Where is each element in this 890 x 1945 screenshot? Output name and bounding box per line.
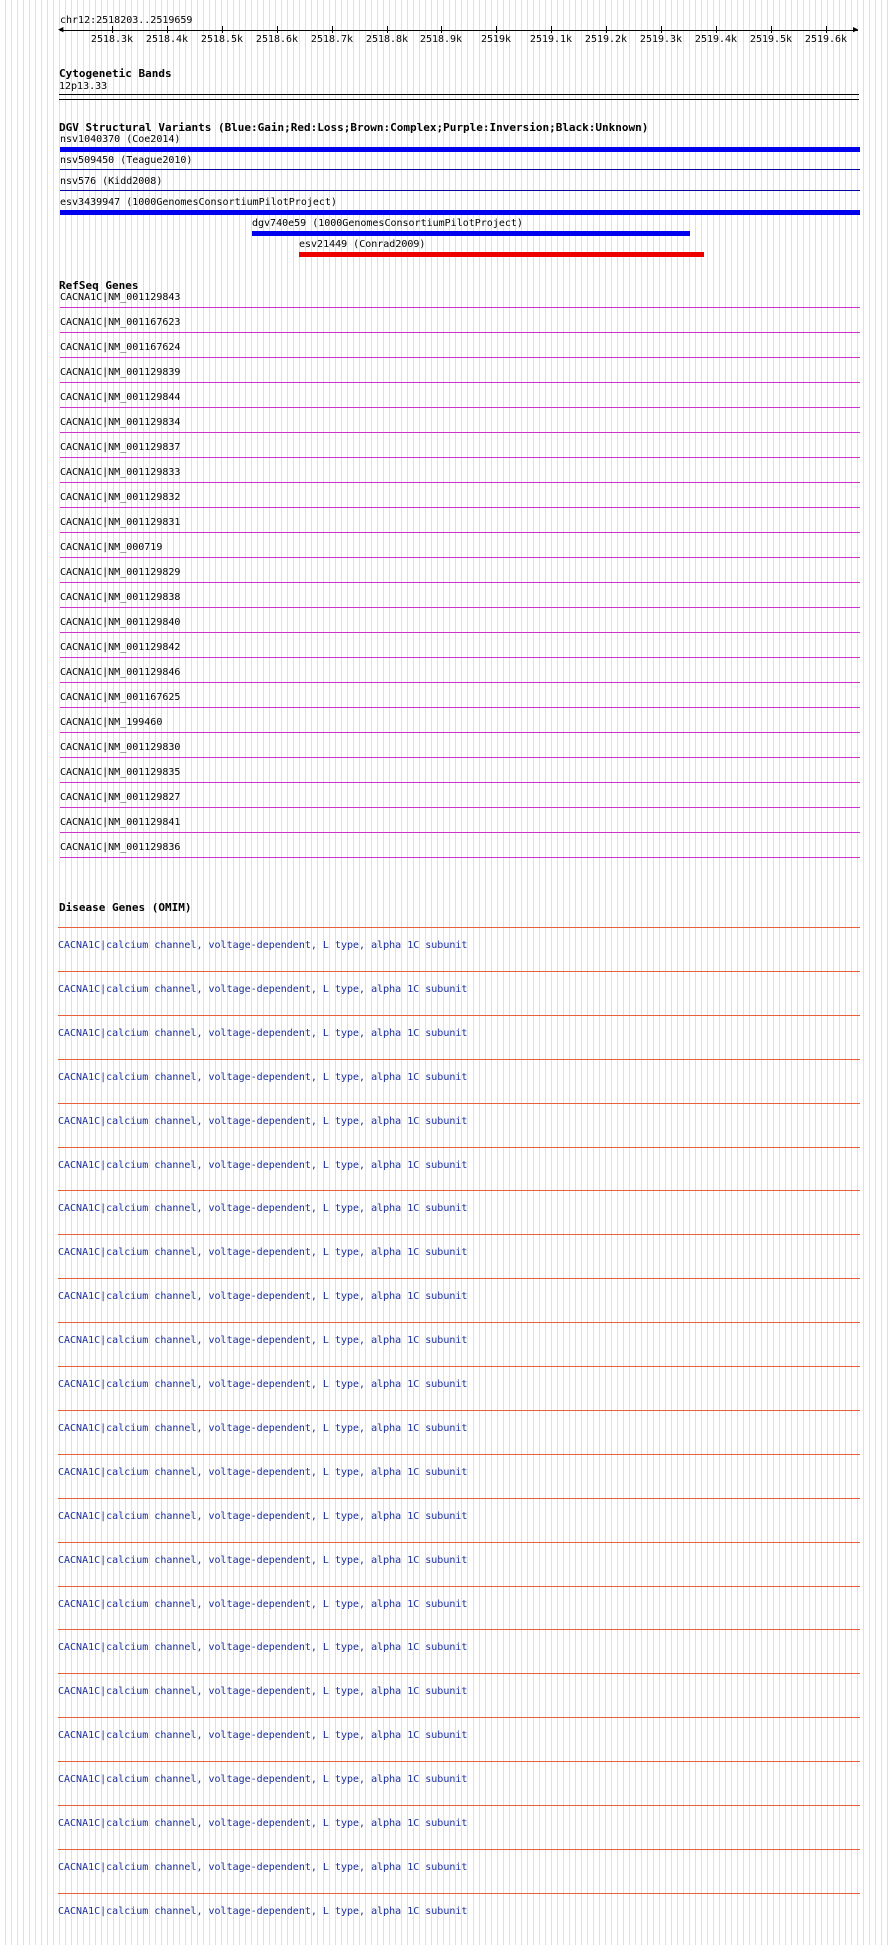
omim-entry-link[interactable]: CACNA1C|calcium channel, voltage-dependent, L type, alpha 1C subunit — [58, 1774, 468, 1785]
cytoband-label: 12p13.33 — [59, 81, 108, 92]
omim-entry-link[interactable]: CACNA1C|calcium channel, voltage-dependent, L type, alpha 1C subunit — [58, 1862, 468, 1873]
omim-gene-model[interactable] — [58, 1059, 860, 1060]
refseq-gene-label[interactable]: CACNA1C|NM_001167625 — [60, 692, 181, 703]
refseq-gene-label[interactable]: CACNA1C|NM_001167623 — [60, 317, 181, 328]
refseq-gene-model[interactable] — [60, 832, 860, 833]
dgv-variant-bar[interactable] — [60, 190, 860, 191]
omim-gene-model[interactable] — [58, 1147, 860, 1148]
omim-gene-model[interactable] — [58, 1849, 860, 1850]
omim-track-title: Disease Genes (OMIM) — [59, 901, 192, 914]
ruler-tick — [661, 26, 662, 33]
dgv-variant-bar[interactable] — [299, 252, 704, 257]
refseq-gene-model[interactable] — [60, 682, 860, 683]
refseq-gene-label[interactable]: CACNA1C|NM_001129834 — [60, 417, 181, 428]
refseq-gene-model[interactable] — [60, 532, 860, 533]
refseq-gene-model[interactable] — [60, 457, 860, 458]
ruler-tick-label: 2518.3k — [90, 34, 134, 45]
ruler-tick — [716, 26, 717, 33]
omim-gene-model[interactable] — [58, 1586, 860, 1587]
omim-entry-link[interactable]: CACNA1C|calcium channel, voltage-dependent, L type, alpha 1C subunit — [58, 1467, 468, 1478]
refseq-gene-label[interactable]: CACNA1C|NM_001129835 — [60, 767, 181, 778]
omim-gene-model[interactable] — [58, 1322, 860, 1323]
refseq-gene-model[interactable] — [60, 332, 860, 333]
omim-entry-link[interactable]: CACNA1C|calcium channel, voltage-dependent, L type, alpha 1C subunit — [58, 1686, 468, 1697]
omim-entry-link[interactable]: CACNA1C|calcium channel, voltage-dependent, L type, alpha 1C subunit — [58, 1555, 468, 1566]
omim-entry-link[interactable]: CACNA1C|calcium channel, voltage-dependent, L type, alpha 1C subunit — [58, 1203, 468, 1214]
dgv-variant-bar[interactable] — [60, 210, 860, 215]
ruler-right-arrow-icon: ▶ — [853, 25, 859, 35]
omim-gene-model[interactable] — [58, 1234, 860, 1235]
ruler-tick-label: 2518.5k — [200, 34, 244, 45]
refseq-gene-label[interactable]: CACNA1C|NM_001129838 — [60, 592, 181, 603]
refseq-gene-model[interactable] — [60, 507, 860, 508]
omim-entry-link[interactable]: CACNA1C|calcium channel, voltage-dependent, L type, alpha 1C subunit — [58, 1335, 468, 1346]
ruler-tick — [496, 26, 497, 33]
omim-gene-model[interactable] — [58, 1498, 860, 1499]
refseq-gene-label[interactable]: CACNA1C|NM_001129840 — [60, 617, 181, 628]
omim-entry-link[interactable]: CACNA1C|calcium channel, voltage-dependent, L type, alpha 1C subunit — [58, 1818, 468, 1829]
ruler-tick-label: 2518.6k — [255, 34, 299, 45]
dgv-variant-bar[interactable] — [60, 147, 860, 152]
ruler-tick — [112, 26, 113, 33]
refseq-gene-model[interactable] — [60, 732, 860, 733]
refseq-gene-label[interactable]: CACNA1C|NM_001129833 — [60, 467, 181, 478]
refseq-gene-model[interactable] — [60, 607, 860, 608]
dgv-variant-bar[interactable] — [252, 231, 690, 236]
ruler-tick — [771, 26, 772, 33]
omim-gene-model[interactable] — [58, 1629, 860, 1630]
refseq-gene-label[interactable]: CACNA1C|NM_001129827 — [60, 792, 181, 803]
refseq-gene-model[interactable] — [60, 782, 860, 783]
ruler-tick — [606, 26, 607, 33]
omim-entry-link[interactable]: CACNA1C|calcium channel, voltage-dependent, L type, alpha 1C subunit — [58, 1160, 468, 1171]
refseq-gene-model[interactable] — [60, 557, 860, 558]
omim-entry-link[interactable]: CACNA1C|calcium channel, voltage-dependent, L type, alpha 1C subunit — [58, 1906, 468, 1917]
dgv-variant-label[interactable]: esv3439947 (1000GenomesConsortiumPilotProject) — [60, 197, 337, 208]
omim-entry-link[interactable]: CACNA1C|calcium channel, voltage-dependent, L type, alpha 1C subunit — [58, 1247, 468, 1258]
ruler-tick-label: 2519.6k — [804, 34, 848, 45]
ruler-axis — [60, 30, 858, 31]
refseq-gene-model[interactable] — [60, 757, 860, 758]
refseq-gene-label[interactable]: CACNA1C|NM_001129846 — [60, 667, 181, 678]
omim-entry-link[interactable]: CACNA1C|calcium channel, voltage-dependent, L type, alpha 1C subunit — [58, 1599, 468, 1610]
ruler-tick — [332, 26, 333, 33]
refseq-gene-model[interactable] — [60, 582, 860, 583]
refseq-gene-label[interactable]: CACNA1C|NM_001129842 — [60, 642, 181, 653]
cytoband-line-upper — [59, 94, 859, 95]
refseq-gene-label[interactable]: CACNA1C|NM_001129829 — [60, 567, 181, 578]
ruler-tick-label: 2518.7k — [310, 34, 354, 45]
refseq-gene-label[interactable]: CACNA1C|NM_001129831 — [60, 517, 181, 528]
omim-entry-link[interactable]: CACNA1C|calcium channel, voltage-dependent, L type, alpha 1C subunit — [58, 1379, 468, 1390]
omim-entry-link[interactable]: CACNA1C|calcium channel, voltage-dependent, L type, alpha 1C subunit — [58, 1642, 468, 1653]
dgv-variant-label[interactable]: nsv576 (Kidd2008) — [60, 176, 163, 187]
refseq-gene-label[interactable]: CACNA1C|NM_001129837 — [60, 442, 181, 453]
refseq-gene-label[interactable]: CACNA1C|NM_199460 — [60, 717, 163, 728]
refseq-gene-label[interactable]: CACNA1C|NM_001129830 — [60, 742, 181, 753]
dgv-track-title: DGV Structural Variants (Blue:Gain;Red:Loss;Brown:Complex;Purple:Inversion;Black:Unknown) — [59, 121, 649, 134]
ruler-tick — [826, 26, 827, 33]
omim-gene-model[interactable] — [58, 971, 860, 972]
omim-gene-model[interactable] — [58, 1015, 860, 1016]
dgv-variant-label[interactable]: nsv509450 (Teague2010) — [60, 155, 193, 166]
omim-entry-link[interactable]: CACNA1C|calcium channel, voltage-dependent, L type, alpha 1C subunit — [58, 984, 468, 995]
refseq-gene-model[interactable] — [60, 407, 860, 408]
refseq-gene-label[interactable]: CACNA1C|NM_001167624 — [60, 342, 181, 353]
dgv-variant-label[interactable]: nsv1040370 (Coe2014) — [60, 134, 181, 145]
omim-entry-link[interactable]: CACNA1C|calcium channel, voltage-dependent, L type, alpha 1C subunit — [58, 1291, 468, 1302]
ruler-tick — [387, 26, 388, 33]
omim-gene-model[interactable] — [58, 1542, 860, 1543]
omim-gene-model[interactable] — [58, 1761, 860, 1762]
omim-gene-model[interactable] — [58, 1410, 860, 1411]
ruler-tick-label: 2518.9k — [419, 34, 463, 45]
refseq-gene-model[interactable] — [60, 707, 860, 708]
refseq-gene-label[interactable]: CACNA1C|NM_001129844 — [60, 392, 181, 403]
omim-entry-link[interactable]: CACNA1C|calcium channel, voltage-dependent, L type, alpha 1C subunit — [58, 1511, 468, 1522]
ruler-tick-label: 2519k — [480, 34, 512, 45]
refseq-track-title: RefSeq Genes — [59, 279, 139, 292]
refseq-gene-label[interactable]: CACNA1C|NM_001129841 — [60, 817, 181, 828]
omim-gene-model[interactable] — [58, 1717, 860, 1718]
omim-entry-link[interactable]: CACNA1C|calcium channel, voltage-dependent, L type, alpha 1C subunit — [58, 1730, 468, 1741]
omim-entry-link[interactable]: CACNA1C|calcium channel, voltage-dependent, L type, alpha 1C subunit — [58, 1423, 468, 1434]
ruler-tick — [277, 26, 278, 33]
omim-entry-link[interactable]: CACNA1C|calcium channel, voltage-dependent, L type, alpha 1C subunit — [58, 1116, 468, 1127]
ruler-tick-label: 2519.3k — [639, 34, 683, 45]
cytoband-line-lower — [59, 99, 859, 100]
omim-gene-model[interactable] — [58, 1278, 860, 1279]
omim-gene-model[interactable] — [58, 1893, 860, 1894]
omim-entry-link[interactable]: CACNA1C|calcium channel, voltage-dependent, L type, alpha 1C subunit — [58, 1072, 468, 1083]
ruler-tick-label: 2519.2k — [584, 34, 628, 45]
refseq-gene-model[interactable] — [60, 357, 860, 358]
ruler-tick — [551, 26, 552, 33]
refseq-gene-label[interactable]: CACNA1C|NM_001129832 — [60, 492, 181, 503]
refseq-gene-label[interactable]: CACNA1C|NM_001129836 — [60, 842, 181, 853]
omim-gene-model[interactable] — [58, 1454, 860, 1455]
omim-gene-model[interactable] — [58, 1805, 860, 1806]
refseq-gene-label[interactable]: CACNA1C|NM_000719 — [60, 542, 163, 553]
refseq-gene-model[interactable] — [60, 632, 860, 633]
ruler-tick — [167, 26, 168, 33]
dgv-variant-label[interactable]: esv21449 (Conrad2009) — [299, 239, 426, 250]
omim-gene-model[interactable] — [58, 927, 860, 928]
refseq-gene-model[interactable] — [60, 432, 860, 433]
omim-gene-model[interactable] — [58, 1190, 860, 1191]
dgv-variant-label[interactable]: dgv740e59 (1000GenomesConsortiumPilotProject) — [252, 218, 523, 229]
refseq-gene-label[interactable]: CACNA1C|NM_001129843 — [60, 292, 181, 303]
cytoband-track-title: Cytogenetic Bands — [59, 67, 172, 80]
ruler-tick — [441, 26, 442, 33]
refseq-gene-model[interactable] — [60, 482, 860, 483]
ruler-tick-label: 2518.8k — [365, 34, 409, 45]
ruler-left-arrow-icon: ◀ — [58, 25, 64, 35]
refseq-gene-model[interactable] — [60, 382, 860, 383]
ruler-tick-label: 2519.1k — [529, 34, 573, 45]
refseq-gene-label[interactable]: CACNA1C|NM_001129839 — [60, 367, 181, 378]
ruler-tick-label: 2519.4k — [694, 34, 738, 45]
omim-gene-model[interactable] — [58, 1366, 860, 1367]
omim-entry-link[interactable]: CACNA1C|calcium channel, voltage-dependent, L type, alpha 1C subunit — [58, 940, 468, 951]
ruler-tick-label: 2519.5k — [749, 34, 793, 45]
ruler-tick-label: 2518.4k — [145, 34, 189, 45]
omim-entry-link[interactable]: CACNA1C|calcium channel, voltage-dependent, L type, alpha 1C subunit — [58, 1028, 468, 1039]
refseq-gene-model[interactable] — [60, 807, 860, 808]
ruler-tick — [222, 26, 223, 33]
omim-gene-model[interactable] — [58, 1673, 860, 1674]
refseq-gene-model[interactable] — [60, 857, 860, 858]
omim-gene-model[interactable] — [58, 1103, 860, 1104]
location-label: chr12:2518203..2519659 — [60, 15, 193, 26]
dgv-variant-bar[interactable] — [60, 169, 860, 170]
refseq-gene-model[interactable] — [60, 307, 860, 308]
refseq-gene-model[interactable] — [60, 657, 860, 658]
